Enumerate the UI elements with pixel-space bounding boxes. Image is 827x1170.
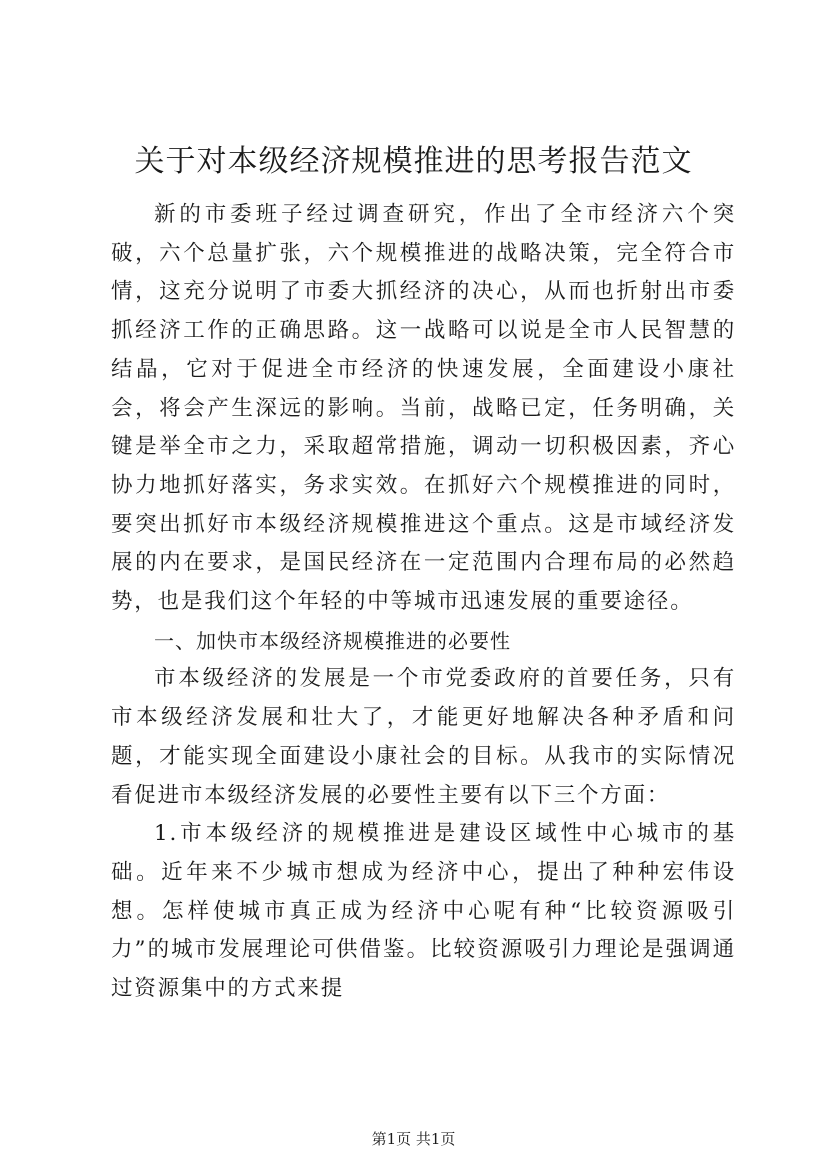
document-title: 关于对本级经济规模推进的思考报告范文 [134, 144, 693, 179]
document-body [111, 196, 736, 1009]
paragraph-necessity: 市本级经济的发展是一个市党委政府的首要任务，只有市本级经济发展和壮大了，才能更好地解决各种矛盾和问题，才能实现全面建设小康社会的目标。从我市的实际情况看促进市本级经济发展的必要性主要有以下三个方面： [111, 666, 736, 808]
paragraph-intro: 新的市委班子经过调查研究，作出了全市经济六个突破，六个总量扩张，六个规模推进的战略决策，完全符合市情，这充分说明了市委大抓经济的决心，从而也折射出市委抓经济工作的正确思路。这一战略可以说是全市人民智慧的结晶，它对于促进全市经济的快速发展，全面建设小康社会，将会产生深远的影响。当前，战略已定，任务明确，关键是举全市之力，采取超常措施，调动一切积极因素，齐心协力地抓好落实，务求实效。在抓好六个规模推进的同时，要突出抓好市本级经济规模推进这个重点。这是市域经济发展的内在要求，是国民经济在一定范围内合理布局的必然趋势，也是我们这个年轻的中等城市迅速发展的重要途径。 [111, 202, 736, 615]
page-number-footer: 第1页 共1页 [371, 1130, 456, 1148]
paragraph-point-1: 1.市本级经济的规模推进是建设区域性中心城市的基础。近年来不少城市想成为经济中心，提出了种种宏伟设想。怎样使城市真正成为经济中心呢有种“比较资源吸引力”的城市发展理论可供借鉴。比较资源吸引力理论是强调通过资源集中的方式来提 [111, 821, 736, 1002]
section-heading-1: 一、加快市本级经济规模推进的必要性 [154, 628, 511, 653]
